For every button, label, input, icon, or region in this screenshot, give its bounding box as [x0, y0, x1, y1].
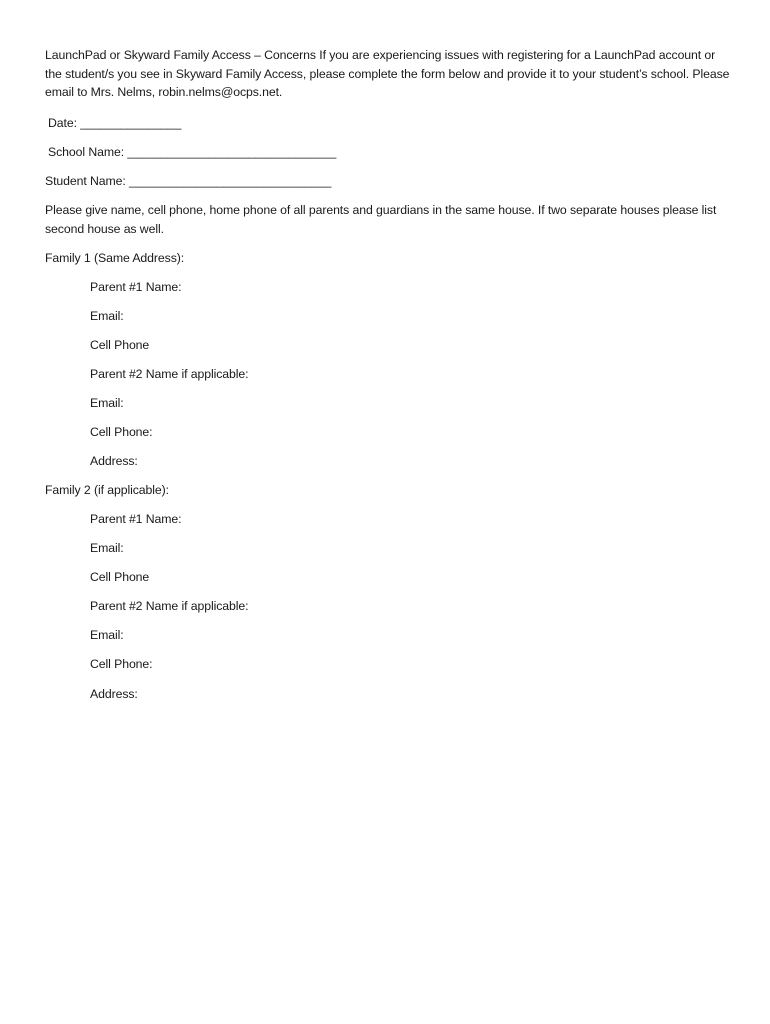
family1-parent1-cell: Cell Phone	[90, 338, 150, 352]
family2-parent1-email: Email:	[90, 541, 124, 555]
instructions-paragraph: Please give name, cell phone, home phone of all parents and guardians in the same house. If two separate houses please list second house as well.	[45, 203, 717, 236]
date-field: Date: _______________	[48, 116, 182, 130]
family2-address: Address:	[90, 687, 138, 701]
family1-address: Address:	[90, 454, 138, 468]
family2-parent2-cell: Cell Phone:	[90, 657, 153, 671]
family2-heading: Family 2 (if applicable):	[45, 483, 169, 497]
family2-parent2-name: Parent #2 Name if applicable:	[90, 599, 249, 613]
school-name-field: School Name: _______________________________	[48, 145, 337, 159]
intro-paragraph: LaunchPad or Skyward Family Access – Concerns If you are experiencing issues with registering for a LaunchPad account or the student/s you see in Skyward Family Access, please complete the form below and provide it to your student’s school. Please email to Mrs. Nelms, robin.nelms@ocps.net.	[45, 48, 730, 99]
family2-parent1-cell: Cell Phone	[90, 570, 150, 584]
family1-parent2-name: Parent #2 Name if applicable:	[90, 367, 249, 381]
family2-parent2-email: Email:	[90, 628, 124, 642]
family1-parent2-cell: Cell Phone:	[90, 425, 153, 439]
family1-parent2-email: Email:	[90, 396, 124, 410]
family1-parent1-email: Email:	[90, 309, 124, 323]
student-name-field: Student Name: ______________________________	[45, 174, 332, 188]
family2-parent1-name: Parent #1 Name:	[90, 512, 182, 526]
family1-heading: Family 1 (Same Address):	[45, 251, 185, 265]
family1-parent1-name: Parent #1 Name:	[90, 280, 182, 294]
